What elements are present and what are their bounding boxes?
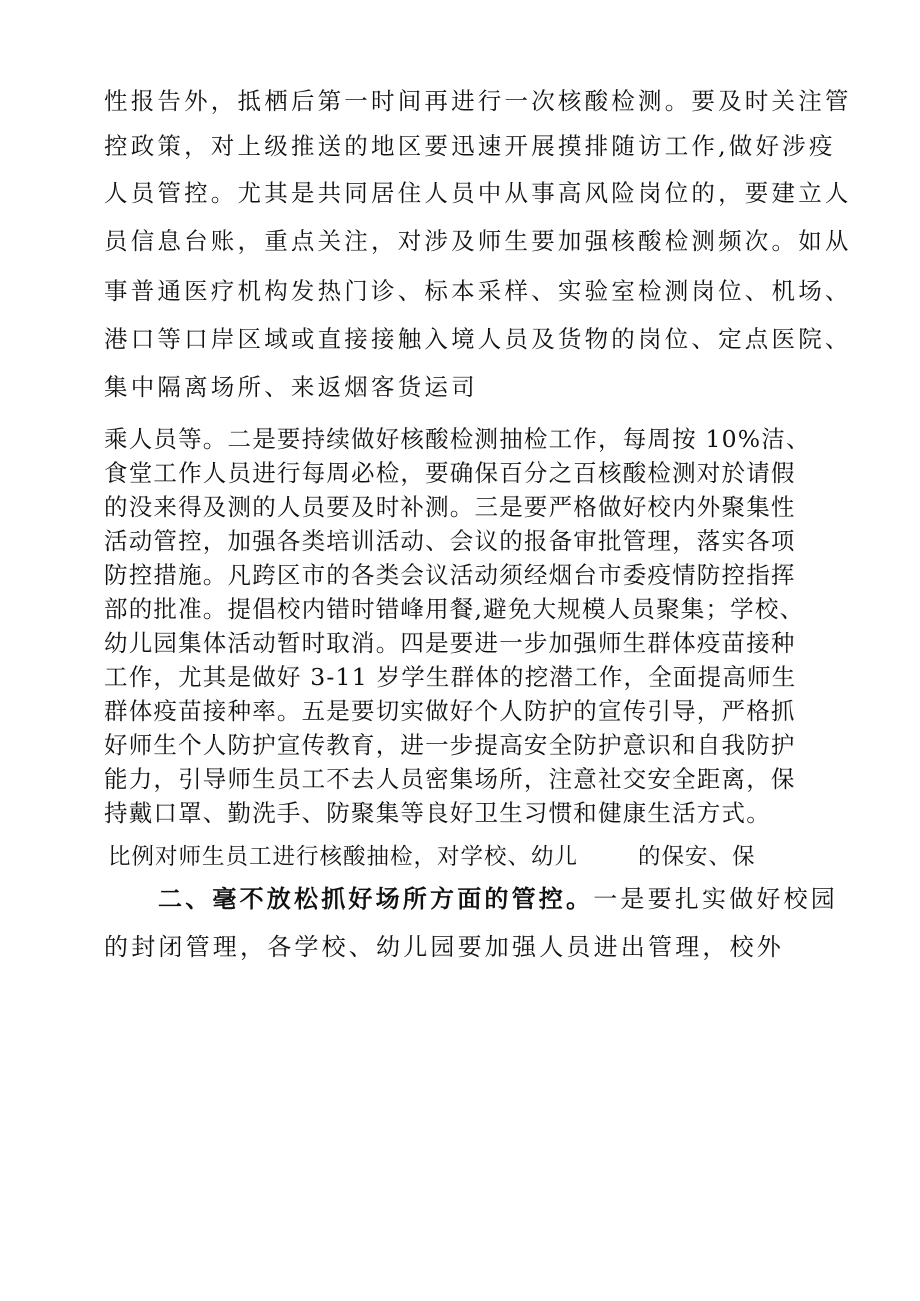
text-line: 的封闭管理，各学校、幼儿园要加强人员进出管理，校外: [104, 933, 784, 961]
fragment-part-1: 比例对师生员工进行核酸抽检，对学校、幼儿: [108, 844, 579, 870]
section-heading: 二、毫不放松抓好场所方面的管控。: [158, 884, 594, 913]
text-line: 活动管控，加强各类培训活动、会议的报备审批管理，落实各项: [104, 527, 796, 555]
section-heading-rest: 一是要扎实做好校园: [593, 885, 839, 913]
text-line: 幼儿园集体活动暂时取消。四是要进一步加强师生群体疫苗接种: [104, 629, 796, 657]
text-line: 性报告外，抵栖后第一时间再进行一次核酸检测。要及时关注管: [104, 87, 852, 115]
text-line: 员信息台账，重点关注，对涉及师生要加强核酸检测频次。如从: [104, 227, 852, 255]
text-line: 持戴口罩、勤洗手、防聚集等良好卫生习惯和健康生活方式。: [104, 799, 771, 827]
text-line: 工作，尤其是做好 3-11 岁学生群体的挖潜工作，全面提高师生: [104, 663, 797, 691]
text-line: 防控措施。凡跨区市的各类会议活动须经烟台市委疫情防控指挥: [104, 561, 796, 589]
fragment-part-2: 的保安、保: [638, 844, 756, 870]
text-line: 食堂工作人员进行每周必检，要确保百分之百核酸检测对於请假: [104, 459, 796, 487]
text-line: 人员管控。尤其是共同居住人员中从事高风险岗位的，要建立人: [104, 179, 852, 207]
text-line: 集中隔离场所、来返烟客货运司: [104, 373, 478, 401]
text-line: 控政策，对上级推送的地区要迅速开展摸排随访工作,做好涉疫: [104, 132, 836, 160]
fragment-line: [108, 842, 828, 872]
text-line: 部的批准。提倡校内错时错峰用餐,避免大规模人员聚集；学校、: [104, 595, 805, 623]
text-line: 好师生个人防护宣传教育，进一步提高安全防护意识和自我防护: [104, 731, 796, 759]
text-line: 港口等口岸区域或直接接触入境人员及货物的岗位、定点医院、: [104, 325, 852, 353]
text-line: 事普通医疗机构发热门诊、标本采样、实验室检测岗位、机场、: [104, 277, 852, 305]
section-heading-line: [158, 884, 838, 914]
text-line: 群体疫苗接种率。五是要切实做好个人防护的宣传引导，严格抓: [104, 697, 796, 725]
text-line: 能力，引导师生员工不去人员密集场所，注意社交安全距离，保: [104, 765, 796, 793]
text-line: 乘人员等。二是要持续做好核酸检测抽检工作，每周按 10%洁、: [104, 425, 811, 453]
text-line: 的没来得及测的人员要及时补测。三是要严格做好校内外聚集性: [104, 493, 796, 521]
